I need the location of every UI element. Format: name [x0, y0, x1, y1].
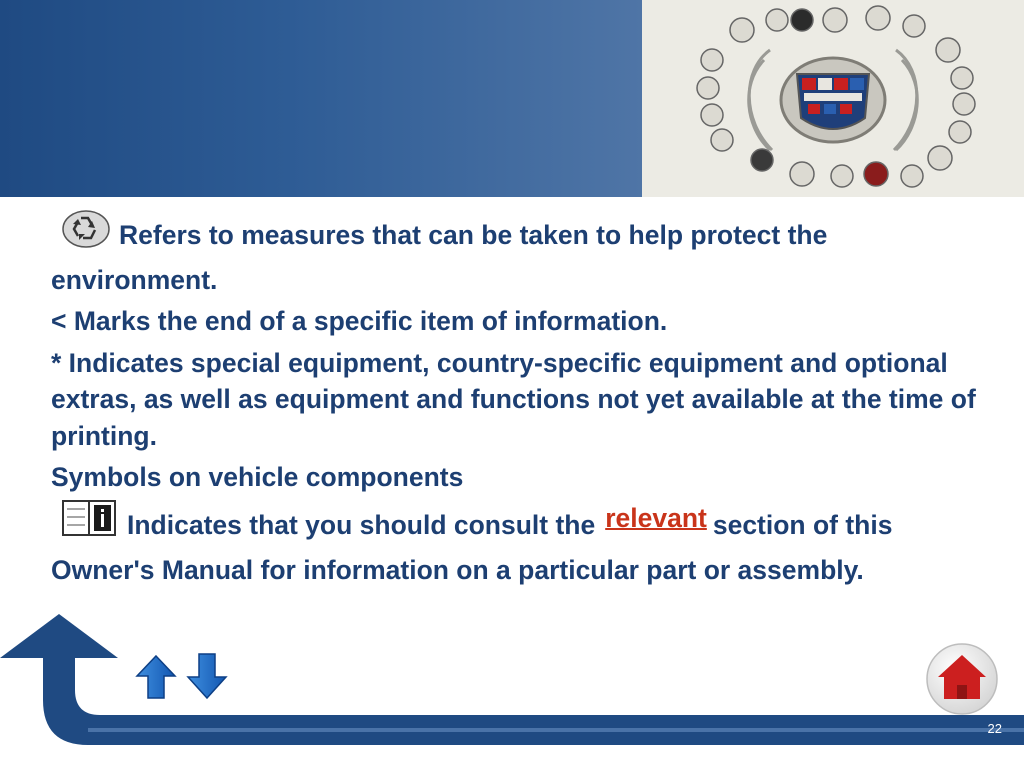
symbols-heading: Symbols on vehicle components [51, 462, 464, 492]
special-equipment-paragraph: * Indicates special equipment, country-specific equipment and optional extras, as well as equipment and functions not yet available at the time of printing. [51, 347, 976, 451]
next-slide-button[interactable] [186, 652, 228, 700]
slide-number: 22 [987, 721, 1002, 736]
consult-prefix: Indicates that you should consult the [127, 509, 596, 540]
arrow-up-icon [135, 654, 177, 700]
home-button[interactable] [924, 641, 1000, 717]
consult-suffix: section of this Owner's Manual for information on a particular part or assembly. [51, 509, 893, 585]
arrow-down-icon [186, 652, 228, 700]
home-icon [924, 641, 1000, 717]
end-mark-paragraph: < Marks the end of a specific item of information. [51, 306, 668, 336]
previous-slide-button[interactable] [135, 654, 177, 700]
relevant-link[interactable]: relevant [605, 503, 707, 534]
recycle-description: Refers to measures that can be taken to help protect the environment. [51, 219, 828, 295]
